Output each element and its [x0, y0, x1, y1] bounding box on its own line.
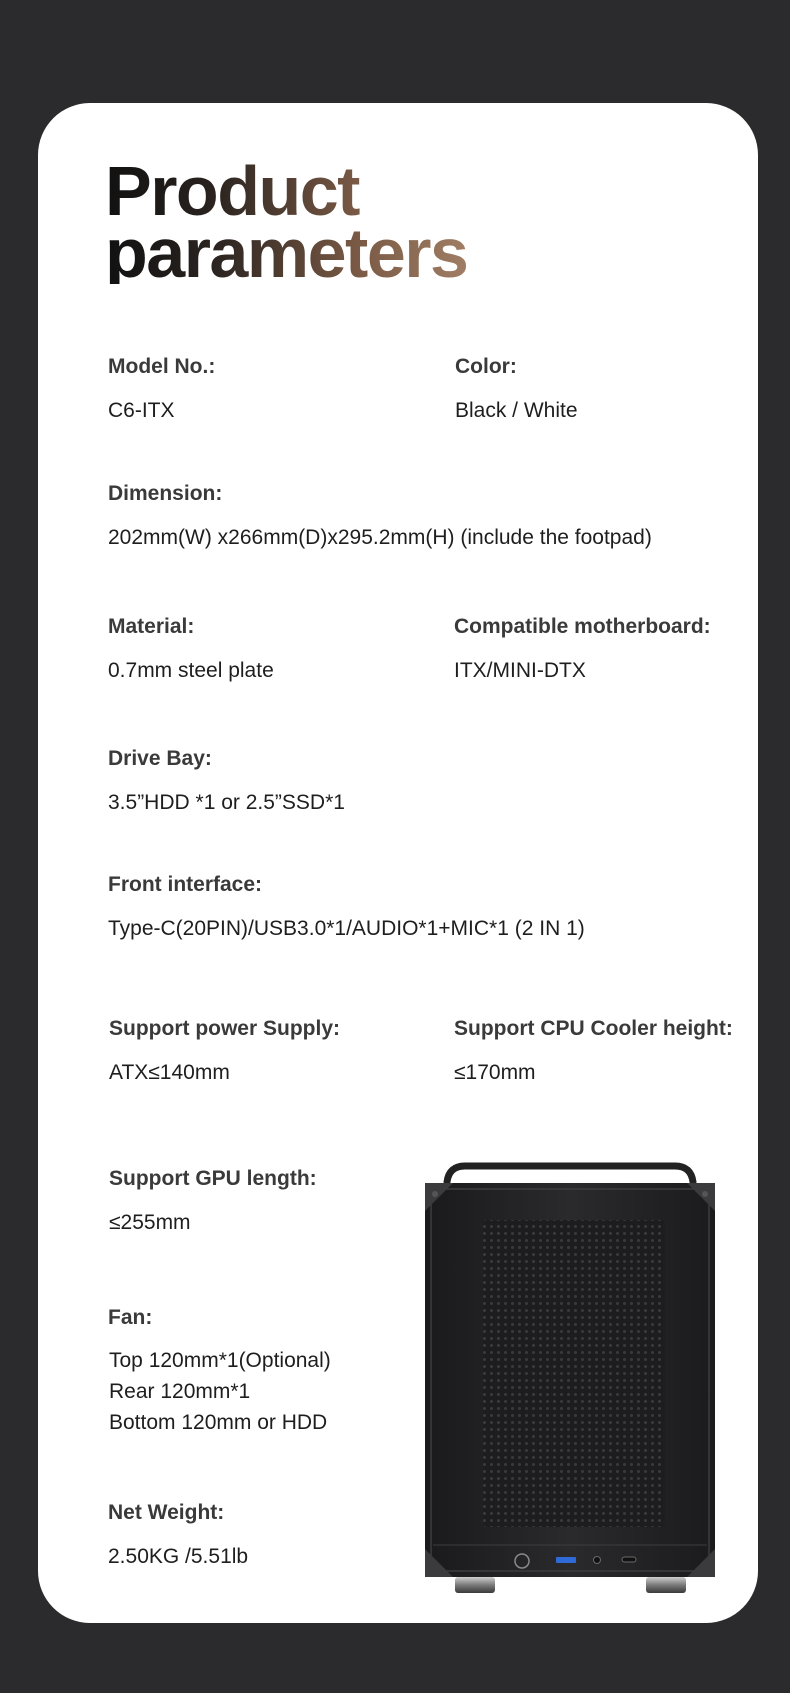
fan-label: Fan:	[108, 1306, 153, 1329]
drive-bay-value: 3.5”HDD *1 or 2.5”SSD*1	[108, 791, 345, 814]
material-value: 0.7mm steel plate	[108, 659, 274, 682]
model-label: Model No.:	[108, 355, 216, 378]
fan-line-top: Top 120mm*1(Optional)	[109, 1349, 331, 1372]
fan-line-bottom: Bottom 120mm or HDD	[109, 1411, 328, 1434]
fan-line-rear: Rear 120mm*1	[109, 1380, 251, 1403]
gpu-label: Support GPU length:	[109, 1167, 317, 1190]
drive-bay-label: Drive Bay:	[108, 747, 212, 770]
front-interface-value: Type-C(20PIN)/USB3.0*1/AUDIO*1+MIC*1 (2 IN 1)	[108, 917, 585, 940]
material-label: Material:	[108, 615, 195, 638]
dimension-value: 202mm(W) x266mm(D)x295.2mm(H) (include the footpad)	[108, 526, 652, 549]
motherboard-label: Compatible motherboard:	[454, 615, 711, 638]
pc-case-image	[425, 1160, 725, 1600]
title-line-2: parameters	[105, 214, 468, 292]
footpad	[455, 1577, 495, 1593]
color-label: Color:	[455, 355, 517, 378]
psu-label: Support power Supply:	[109, 1017, 340, 1040]
title-line-1: Product	[105, 152, 359, 230]
gpu-value: ≤255mm	[109, 1211, 191, 1234]
psu-value: ATX≤140mm	[109, 1061, 230, 1084]
weight-value: 2.50KG /5.51lb	[108, 1545, 249, 1568]
cpu-cooler-label: Support CPU Cooler height:	[454, 1017, 733, 1040]
usb-c-port	[622, 1557, 636, 1562]
footpad	[646, 1577, 686, 1593]
model-value: C6-ITX	[108, 399, 175, 422]
audio-jack	[594, 1557, 601, 1564]
page-title	[105, 152, 468, 292]
weight-label: Net Weight:	[108, 1501, 225, 1524]
front-interface-label: Front interface:	[108, 873, 263, 896]
front-mesh-panel	[483, 1220, 665, 1527]
usb-port	[556, 1557, 576, 1563]
carry-handle	[447, 1166, 693, 1182]
fan-value	[109, 1345, 331, 1438]
color-value: Black / White	[455, 399, 578, 422]
cpu-cooler-value: ≤170mm	[454, 1061, 536, 1084]
dimension-label: Dimension:	[108, 482, 223, 505]
motherboard-value: ITX/MINI-DTX	[454, 659, 586, 682]
